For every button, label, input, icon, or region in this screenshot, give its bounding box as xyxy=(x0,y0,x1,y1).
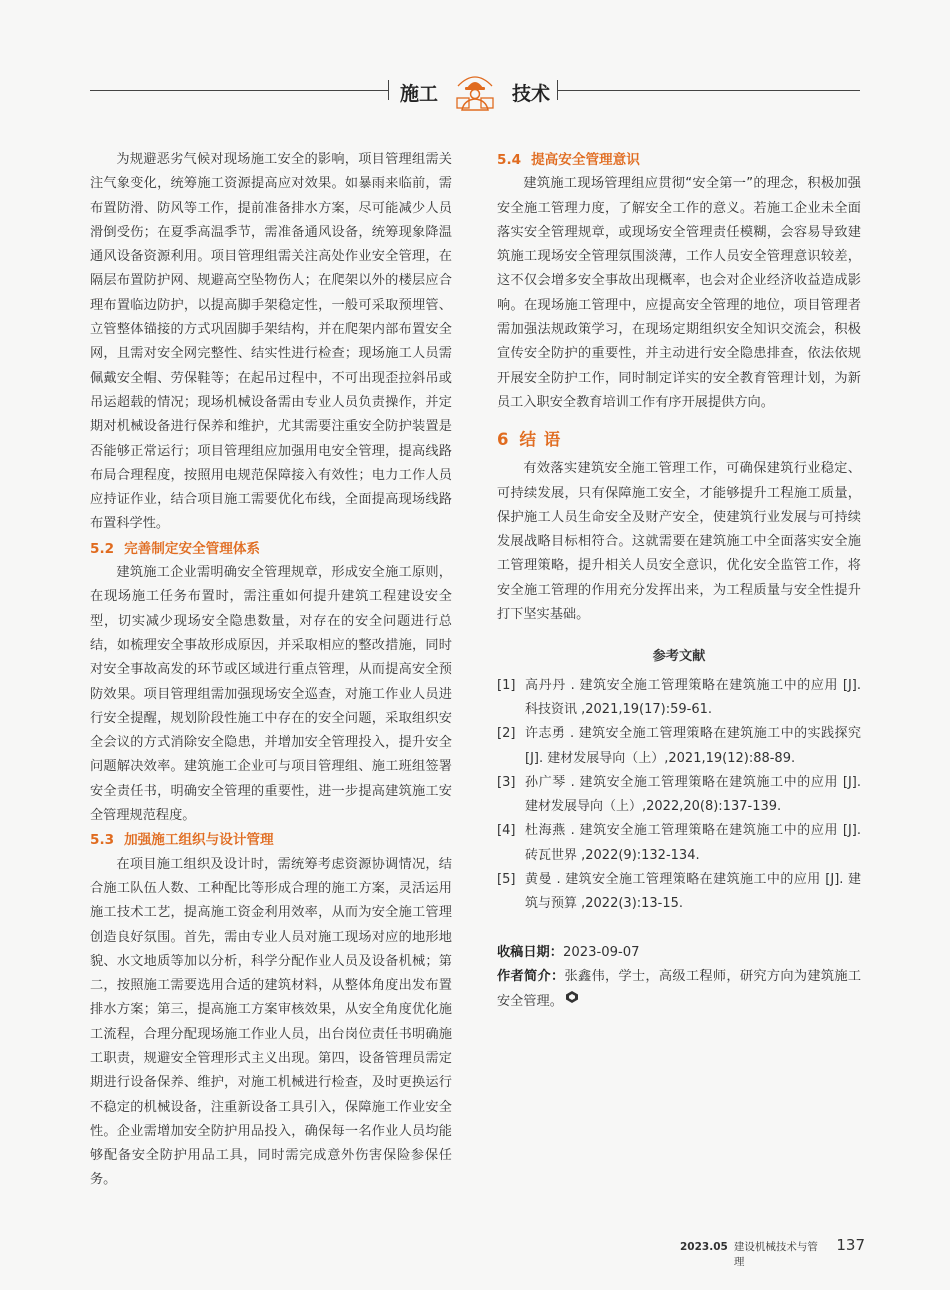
header-left-text: 施工 xyxy=(400,82,439,105)
section-heading-5-3: 5.3 加强施工组织与设计管理 xyxy=(90,832,274,849)
section-header xyxy=(400,72,550,112)
header-rule-left xyxy=(90,90,388,91)
paragraph: 建筑施工企业需明确安全管理规章，形成安全施工原则，在现场施工任务布置时，需注重如何提升建筑工程建设安全型，切实减少现场安全隐患数量，对存在的安全问题进行总结，如梳理安全事故形成原因，并采取相应的整改措施，同时对安全事故高发的环节或区域进行重点管理，从而提高安全预防效果。项目管理组需加强现场安全巡查，对施工作业人员进行安全提醒，规划阶段性施工中存在的安全问题，采取组织安全会议的方式消除安全隐患，并增加安全管理投入，提升安全问题解决效率。建筑施工企业可与项目管理组、施工班组签署安全责任书，明确安全管理的重要性，进一步提高建筑施工安全管理规范程度。 xyxy=(90,565,452,824)
header-right-text: 技术 xyxy=(511,82,550,105)
left-column xyxy=(90,148,452,1193)
issue-date: 2023.05 xyxy=(680,1241,728,1253)
paragraph: 为规避恶劣气候对现场施工安全的影响，项目管理组需关注气象变化，统筹施工资源提高应对效果。如暴雨来临前，需布置防滑、防风等工作，提前准备排水方案，尽可能减少人员滑倒受伤；在夏季高温季节，需准备通风设备，统筹现象降温通风设备资源利用。项目管理组需关注高处作业安全管理，在隔层布置防护网、规避高空坠物伤人；在爬架以外的楼层应合理布置临边防护，以提高脚手架稳定性，一般可采取预埋管、立管整体锚接的方式巩固脚手架结构，并在爬架内部布置安全网，且需对安全网完整性、结实性进行检查；现场施工人员需佩戴安全帽、劳保鞋等；在起吊过程中，不可出现歪拉斜吊或吊运超载的情况；现场机械设备需由专业人员负责操作，并定期对机械设备进行保养和维护，尤其需要注重安全防护装置是否能够正常运行；项目管理组应加强用电安全管理，提高线路布局合理程度，按照用电规范保障接入有效性；电力工作人员应持证作业，结合项目施工需要优化布线，全面提高现场线路布置科学性。 xyxy=(90,152,452,532)
page-footer xyxy=(680,1236,865,1269)
reference-item: [5] 黄曼 . 建筑安全施工管理策略在建筑施工中的应用 [J]. 建筑与预算 ,2022(3):13-15. xyxy=(497,872,861,912)
header-rule-tick-left xyxy=(388,80,389,100)
received-date: 收稿日期：2023-09-07 xyxy=(497,944,640,960)
paragraph: 建筑施工现场管理组应贯彻“安全第一”的理念，积极加强安全施工管理力度，了解安全工作的意义。若施工企业未全面落实安全管理规章，或现场安全管理责任模糊，会容易导致建筑施工现场安全管理氛围淡薄，工作人员安全管理意识较差，这不仅会增多安全事故出现概率，也会对企业经济收益造成影响。在现场施工管理中，应提高安全管理的地位，项目管理者需加强法规政策学习，在现场定期组织安全知识交流会，积极宣传安全防护的重要性，并主动进行安全隐患排查，依法依规开展安全防护工作，同时制定详实的安全教育管理计划，为新员工入职安全教育培训工作有序开展提供方向。 xyxy=(497,176,861,410)
references-title: 参考文献 xyxy=(652,649,706,665)
right-column xyxy=(497,148,861,1015)
author-bio: 作者简介：张鑫伟，学士，高级工程师，研究方向为建筑施工安全管理。 xyxy=(497,965,861,1015)
journal-name: 建设机械技术与管理 xyxy=(733,1241,818,1268)
section-heading-6: 6 结 语 xyxy=(497,430,562,450)
header-rule-right xyxy=(557,90,860,91)
section-heading-5-4: 5.4 提高安全管理意识 xyxy=(497,152,640,168)
paragraph: 有效落实建筑安全施工管理工作，可确保建筑行业稳定、可持续发展，只有保障施工安全，才能够提升工程施工质量，保护施工人员生命安全及财产安全，使建筑行业发展与可持续发展战略目标相符合。这就需要在建筑施工中全面落实安全施工管理策略，提升相关人员安全意识，优化安全监管工作，将安全施工管理的作用充分发挥出来，为工程质量与安全性提升打下坚实基础。 xyxy=(497,461,861,623)
section-heading-5-2: 5.2 完善制定安全管理体系 xyxy=(90,540,261,557)
reference-item: [4] 杜海燕 . 建筑安全施工管理策略在建筑施工中的应用 [J]. 砖瓦世界 ,2022(9):132-134. xyxy=(497,823,861,863)
end-mark-icon xyxy=(565,989,579,1013)
page-number: 137 xyxy=(836,1236,865,1254)
reference-item: [1] 高丹丹 . 建筑安全施工管理策略在建筑施工中的应用 [J]. 科技资讯 ,2021,19(17):59-61. xyxy=(497,677,861,717)
reference-item: [3] 孙广琴 . 建筑安全施工管理策略在建筑施工中的应用 [J]. 建材发展导向（上）,2022,20(8):137-139. xyxy=(497,774,861,815)
worker-helmet-icon xyxy=(454,72,496,112)
paragraph: 在项目施工组织及设计时，需统筹考虑资源协调情况，结合施工队伍人数、工种配比等形成合理的施工方案，灵活运用施工技术工艺，提高施工资金利用效率，从而为安全施工管理创造良好氛围。首先，需由专业人员对施工现场对应的地形地貌、水文地质等加以分析，科学分配作业人员及设备机械；第二，按照施工需要选用合适的建筑材料，从整体角度出发布置排水方案；第三，提高施工方案审核效果，从安全角度优化施工流程，合理分配现场施工作业人员，出台岗位责任书明确施工职责，规避安全管理形式主义出现。第四，设备管理员需定期进行设备保养、维护，对施工机械进行检查，及时更换运行不稳定的机械设备，注重新设备工具引入，保障施工作业安全性。企业需增加安全防护用品投入，确保每一名作业人员均能够配备安全防护用品工具，同时需完成意外伤害保险参保任务。 xyxy=(90,856,452,1188)
references-list xyxy=(497,674,861,917)
reference-item: [2] 许志勇 . 建筑安全施工管理策略在建筑施工中的实践探究 [J]. 建材发展导向（上）,2021,19(12):88-89. xyxy=(497,726,861,766)
